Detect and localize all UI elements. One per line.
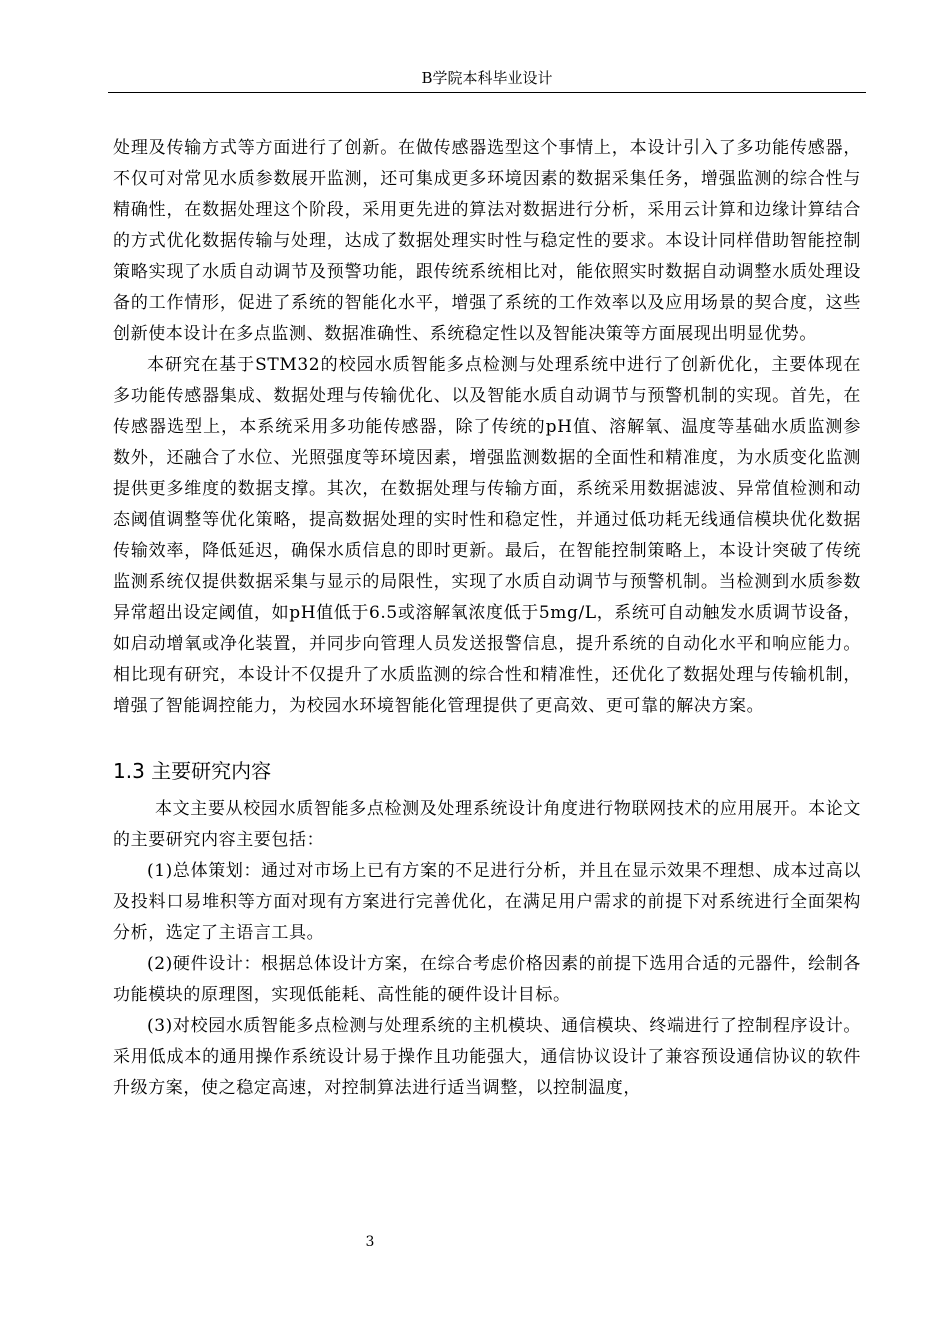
header-title: B学院本科毕业设计 (421, 69, 553, 87)
list-item-hardware-design: (2)硬件设计：根据总体设计方案，在综合考虑价格因素的前提下选用合适的元器件，绘制各功能模块的原理图，实现低能耗、高性能的硬件设计目标。 (113, 954, 861, 1005)
paragraph-innovation-summary: 处理及传输方式等方面进行了创新。在做传感器选型这个事情上，本设计引入了多功能传感器，不仅可对常见水质参数展开监测，还可集成更多环境因素的数据采集任务，增强监测的综合性与精确性，在数据处理这个阶段，采用更先进的算法对数据进行分析，采用云计算和边缘计算结合的方式优化数据传输与处理，达成了数据处理实时性与稳定性的要求。本设计同样借助智能控制策略实现了水质自动调节及预警功能，跟传统系统相比对，能依照实时数据自动调整水质处理设备的工作情形，促进了系统的智能化水平，增强了系统的工作效率以及应用场景的契合度，这些创新使本设计在多点监测、数据准确性、系统稳定性以及智能决策等方面展现出明显优势。 (113, 138, 861, 344)
section-heading-main-research: 1.3 主要研究内容 (113, 759, 272, 783)
list-item-overall-planning: (1)总体策划：通过对市场上已有方案的不足进行分析，并且在显示效果不理想、成本过高以及投料口易堆积等方面对现有方案进行完善优化，在满足用户需求的前提下对系统进行全面架构分析，选定了主语言工具。 (113, 861, 861, 943)
page-number: 3 (365, 1234, 375, 1250)
page-header (108, 64, 866, 93)
paragraph-innovation-details: 本研究在基于STM32的校园水质智能多点检测与处理系统中进行了创新优化，主要体现在多功能传感器集成、数据处理与传输优化、以及智能水质自动调节与预警机制的实现。首先，在传感器选型上，本系统采用多功能传感器，除了传统的pH值、溶解氧、温度等基础水质监测参数外，还融合了水位、光照强度等环境因素，增强监测数据的全面性和精准度，为水质变化监测提供更多维度的数据支撑。其次，在数据处理与传输方面，系统采用数据滤波、异常值检测和动态阈值调整等优化策略，提高数据处理的实时性和稳定性，并通过低功耗无线通信模块优化数据传输效率，降低延迟，确保水质信息的即时更新。最后，在智能控制策略上，本设计突破了传统监测系统仅提供数据采集与显示的局限性，实现了水质自动调节与预警机制。当检测到水质参数异常超出设定阈值，如pH值低于6.5或溶解氧浓度低于5mg/L，系统可自动触发水质调节设备，如启动增氧或净化装置，并同步向管理人员发送报警信息，提升系统的自动化水平和响应能力。相比现有研究，本设计不仅提升了水质监测的综合性和精准性，还优化了数据处理与传输机制，增强了智能调控能力，为校园水环境智能化管理提供了更高效、更可靠的解决方案。 (113, 355, 861, 716)
document-body (113, 133, 861, 1104)
list-item-software-design: (3)对校园水质智能多点检测与处理系统的主机模块、通信模块、终端进行了控制程序设计。采用低成本的通用操作系统设计易于操作且功能强大，通信协议设计了兼容预设通信协议的软件升级方案，使之稳定高速，对控制算法进行适当调整，以控制温度， (113, 1016, 861, 1098)
paragraph-research-intro: 本文主要从校园水质智能多点检测及处理系统设计角度进行物联网技术的应用展开。本论文的主要研究内容主要包括： (113, 799, 861, 850)
